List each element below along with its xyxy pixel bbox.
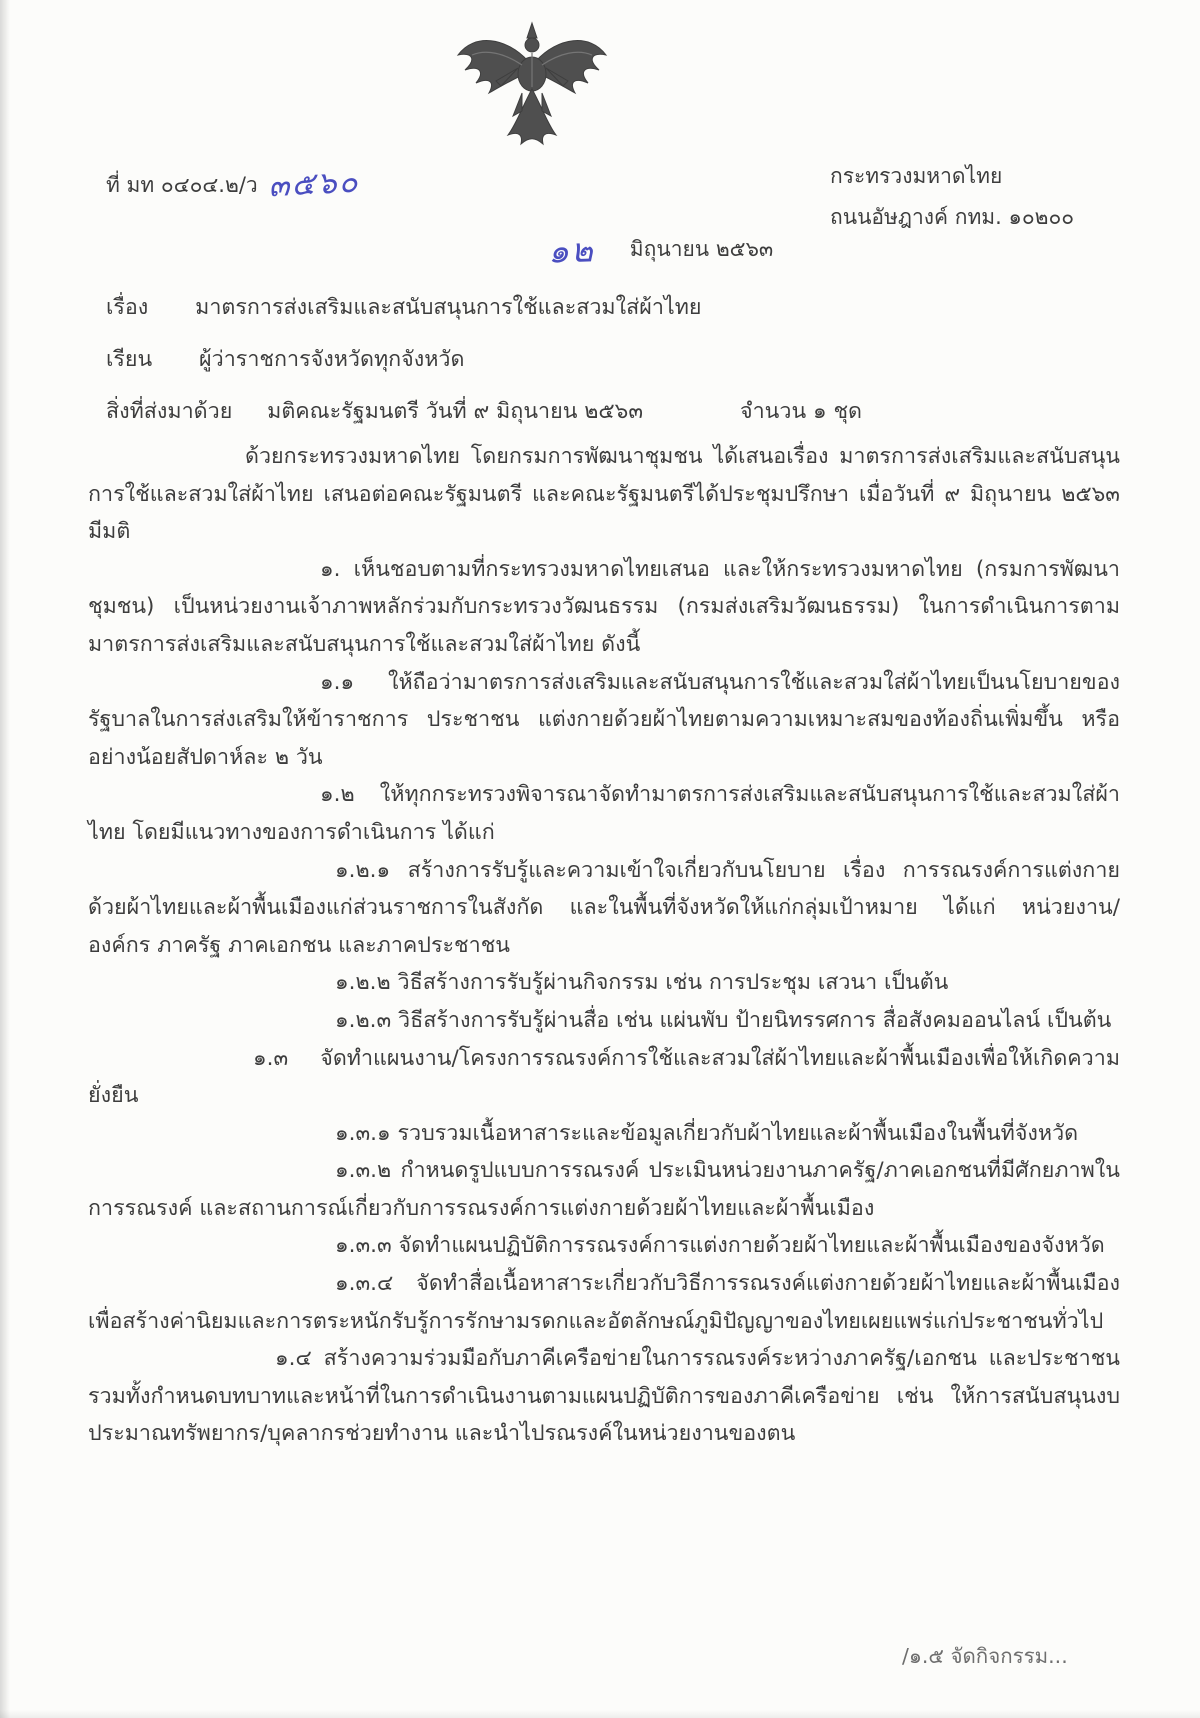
to-row xyxy=(106,342,464,376)
body-paragraph: ๑. เห็นชอบตามที่กระทรวงมหาดไทยเสนอ และให้กระทรวงมหาดไทย (กรมการพัฒนาชุมชน) เป็นหน่วยงานเจ้าภาพหลักร่วมกับกระทรวงวัฒนธรรม (กรมส่งเสริมวัฒนธรรม) ในการดำเนินการตามมาตรการส่งเสริมและสนับสนุนการใช้และสวมใส่ผ้าไทย ดังนี้ xyxy=(88,556,1120,657)
body-paragraph: ๑.๒.๒ วิธีสร้างการรับรู้ผ่านกิจกรรม เช่น การประชุม เสวนา เป็นต้น xyxy=(335,970,949,996)
reference-number-handwritten: ๓๕๖๐ xyxy=(266,163,360,205)
date-day-handwritten: ๑๒ xyxy=(547,230,596,271)
body-paragraph: ๑.๒ ให้ทุกกระทรวงพิจารณาจัดทำมาตรการส่งเสริมและสนับสนุนการใช้และสวมใส่ผ้าไทย โดยมีแนวทางของการดำเนินการ ได้แก่ xyxy=(88,782,1120,845)
attachment-text: มติคณะรัฐมนตรี วันที่ ๙ มิถุนายน ๒๕๖๓ xyxy=(267,399,644,424)
body-text xyxy=(88,438,1120,1453)
reference-number: ที่ มท ๐๔๐๔.๒/ว xyxy=(106,173,258,197)
body-paragraph: ๑.๒.๓ วิธีสร้างการรับรู้ผ่านสื่อ เช่น แผ่นพับ ป้ายนิทรรศการ สื่อสังคมออนไลน์ เป็นต้น xyxy=(335,1007,1112,1033)
body-paragraph: ๑.๑ ให้ถือว่ามาตรการส่งเสริมและสนับสนุนการใช้และสวมใส่ผ้าไทยเป็นนโยบายของรัฐบาลในการส่งเสริมให้ข้าราชการ ประชาชน แต่งกายด้วยผ้าไทยตามความเหมาะสมของท้องถิ่นเพิ่มขึ้น หรืออย่างน้อยสัปดาห์ละ ๒ วัน xyxy=(88,669,1120,770)
scan-edge-shadow-bottom xyxy=(0,1710,1200,1718)
sender-block xyxy=(830,156,1074,238)
body-paragraph: ๑.๓.๔ จัดทำสื่อเนื้อหาสาระเกี่ยวกับวิธีการรณรงค์แต่งกายด้วยผ้าไทยและผ้าพื้นเมือง เพื่อสร้างค่านิยมและการตระหนักรับรู้การรักษามรดกและอัตลักษณ์ภูมิปัญญาของไทยเผยแพร่แก่ประชาชนทั่วไป xyxy=(88,1271,1120,1334)
attachment-label: สิ่งที่ส่งมาด้วย xyxy=(106,399,233,424)
garuda-emblem-icon xyxy=(452,20,612,162)
to-label: เรียน xyxy=(106,347,153,372)
scan-edge-shadow xyxy=(0,0,10,1718)
to-text: ผู้ว่าราชการจังหวัดทุกจังหวัด xyxy=(199,347,465,372)
body-paragraph: ๑.๓.๑ รวบรวมเนื้อหาสาระและข้อมูลเกี่ยวกับผ้าไทยและผ้าพื้นเมืองในพื้นที่จังหวัด xyxy=(335,1120,1079,1146)
subject-row xyxy=(106,290,701,324)
body-paragraph: ๑.๔ สร้างความร่วมมือกับภาคีเครือข่ายในการรณรงค์ระหว่างภาครัฐ/เอกชน และประชาชน รวมทั้งกำหนดบทบาทและหน้าที่ในการดำเนินงานตามแผนปฏิบัติการของภาคีเครือข่าย เช่น ให้การสนับสนุนงบประมาณทรัพยากร/บุคลากรช่วยทำงาน และนำไปรณรงค์ในหน่วยงานของตน xyxy=(88,1346,1120,1447)
body-paragraph: ด้วยกระทรวงมหาดไทย โดยกรมการพัฒนาชุมชน ได้เสนอเรื่อง มาตรการส่งเสริมและสนับสนุนการใช้และสวมใส่ผ้าไทย เสนอต่อคณะรัฐมนตรี และคณะรัฐมนตรีได้ประชุมปรึกษา เมื่อวันที่ ๙ มิถุนายน ๒๕๖๓ มีมติ xyxy=(88,444,1120,545)
body-paragraph: ๑.๒.๑ สร้างการรับรู้และความเข้าใจเกี่ยวกับนโยบาย เรื่อง การรณรงค์การแต่งกายด้วยผ้าไทยและผ้าพื้นเมืองแก่ส่วนราชการในสังกัด และในพื้นที่จังหวัดให้แก่กลุ่มเป้าหมาย ได้แก่ หน่วยงาน/องค์กร ภาครัฐ ภาคเอกชน และภาคประชาชน xyxy=(88,857,1120,958)
ministry-name: กระทรวงมหาดไทย xyxy=(830,164,1003,188)
continuation-note: /๑.๕ จัดกิจกรรม... xyxy=(902,1644,1068,1668)
body-paragraph: ๑.๓.๒ กำหนดรูปแบบการรณรงค์ ประเมินหน่วยงานภาครัฐ/ภาคเอกชนที่มีศักยภาพในการรณรงค์ และสถานการณ์เกี่ยวกับการรณรงค์การแต่งกายด้วยผ้าไทยและผ้าพื้นเมือง xyxy=(88,1158,1120,1221)
body-paragraph: ๑.๓.๓ จัดทำแผนปฏิบัติการรณรงค์การแต่งกายด้วยผ้าไทยและผ้าพื้นเมืองของจังหวัด xyxy=(335,1233,1105,1259)
ministry-address: ถนนอัษฎางค์ กทม. ๑๐๒๐๐ xyxy=(830,205,1075,229)
subject-text: มาตรการส่งเสริมและสนับสนุนการใช้และสวมใส่ผ้าไทย xyxy=(195,295,702,320)
attachment-count: จำนวน ๑ ชุด xyxy=(740,399,863,424)
attachment-row xyxy=(106,394,643,428)
subject-label: เรื่อง xyxy=(106,295,149,320)
date-line xyxy=(548,224,773,277)
date-month-year: มิถุนายน ๒๕๖๓ xyxy=(629,237,774,261)
reference-line xyxy=(106,156,359,206)
body-paragraph: ๑.๓ จัดทำแผนงาน/โครงการรณรงค์การใช้และสวมใส่ผ้าไทยและผ้าพื้นเมืองเพื่อให้เกิดความยั่งยืน xyxy=(88,1045,1120,1109)
